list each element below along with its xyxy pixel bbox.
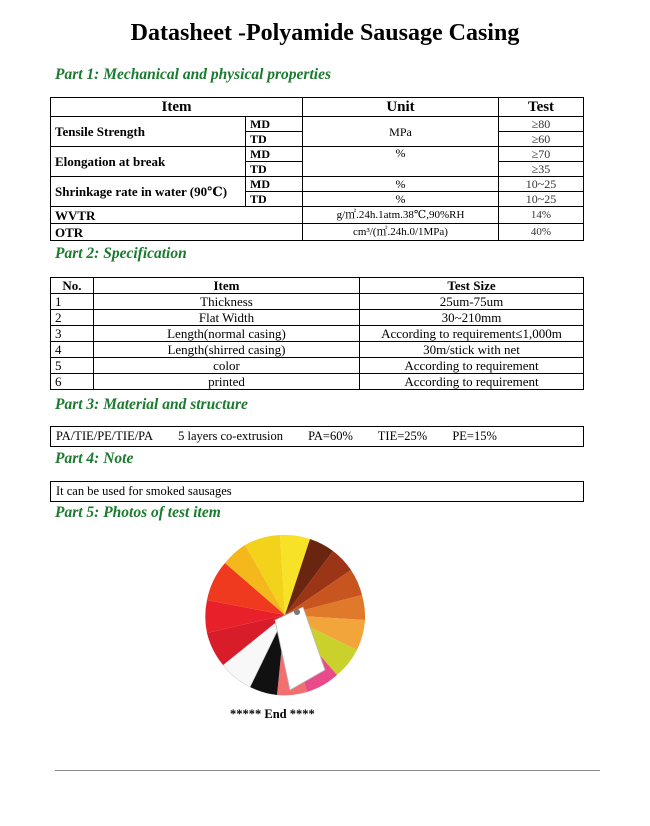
shrinkage-md-value: 10~25 <box>499 177 584 192</box>
table-row <box>51 358 584 374</box>
table-row <box>51 147 584 162</box>
row-item: color <box>94 358 360 374</box>
md-label: MD <box>246 177 303 192</box>
shrinkage-td-value: 10~25 <box>499 192 584 207</box>
otr-value: 40% <box>499 224 584 241</box>
page-title: Datasheet -Polyamide Sausage Casing <box>130 20 520 46</box>
otr-unit: cm³/(㎡.24h.0/1MPa) <box>303 224 499 241</box>
table-row <box>51 374 584 390</box>
tensile-unit: MPa <box>303 117 499 147</box>
tie-ratio: TIE=25% <box>377 429 428 443</box>
note-box <box>50 481 584 502</box>
pe-ratio: PE=15% <box>452 429 497 443</box>
row-number: 5 <box>51 358 94 374</box>
row-number: 4 <box>51 342 94 358</box>
part1-heading: Part 1: Mechanical and physical properties <box>55 66 331 83</box>
table-row <box>51 326 584 342</box>
table-row <box>51 224 584 241</box>
row-number: 2 <box>51 310 94 326</box>
row-item: Length(normal casing) <box>94 326 360 342</box>
mechanical-properties-table <box>50 97 584 241</box>
row-test-size: According to requirement≤1,000m <box>360 326 584 342</box>
otr-label: OTR <box>51 224 303 241</box>
elongation-label: Elongation at break <box>51 147 246 177</box>
row-test-size: 30~210mm <box>360 310 584 326</box>
elongation-unit: % <box>303 147 499 177</box>
md-label: MD <box>246 117 303 132</box>
td-label: TD <box>246 162 303 177</box>
td-label: TD <box>246 192 303 207</box>
header-item: Item <box>94 278 360 294</box>
specification-table <box>50 277 584 390</box>
row-number: 3 <box>51 326 94 342</box>
tensile-md-value: ≥80 <box>499 117 584 132</box>
row-test-size: 25um-75um <box>360 294 584 310</box>
table-row <box>51 310 584 326</box>
tensile-strength-label: Tensile Strength <box>51 117 246 147</box>
part3-heading: Part 3: Material and structure <box>55 396 248 413</box>
structure-text: PA/TIE/PE/TIE/PA <box>56 429 154 443</box>
casing-color-fan-photo <box>200 530 370 700</box>
material-structure-box <box>50 426 584 447</box>
header-no: No. <box>51 278 94 294</box>
wvtr-label: WVTR <box>51 207 303 224</box>
row-item: Length(shirred casing) <box>94 342 360 358</box>
table-row <box>51 294 584 310</box>
wvtr-value: 14% <box>499 207 584 224</box>
row-item: Flat Width <box>94 310 360 326</box>
header-test-size: Test Size <box>360 278 584 294</box>
part2-heading: Part 2: Specification <box>55 245 187 262</box>
elongation-td-value: ≥35 <box>499 162 584 177</box>
wvtr-unit: g/㎡.24h.1atm.38℃,90%RH <box>303 207 499 224</box>
shrinkage-label: Shrinkage rate in water (90℃) <box>51 177 246 207</box>
row-item: printed <box>94 374 360 390</box>
header-test: Test <box>499 98 584 117</box>
table-row <box>51 342 584 358</box>
header-item: Item <box>51 98 303 117</box>
pa-ratio: PA=60% <box>308 429 353 443</box>
note-text: It can be used for smoked sausages <box>56 484 232 498</box>
td-label: TD <box>246 132 303 147</box>
part4-heading: Part 4: Note <box>55 450 134 467</box>
row-number: 6 <box>51 374 94 390</box>
elongation-md-value: ≥70 <box>499 147 584 162</box>
row-test-size: According to requirement <box>360 374 584 390</box>
row-test-size: 30m/stick with net <box>360 342 584 358</box>
method-text: 5 layers co-extrusion <box>178 429 283 443</box>
row-test-size: According to requirement <box>360 358 584 374</box>
table-header-row <box>51 98 584 117</box>
tensile-td-value: ≥60 <box>499 132 584 147</box>
table-header-row <box>51 278 584 294</box>
row-item: Thickness <box>94 294 360 310</box>
header-unit: Unit <box>303 98 499 117</box>
table-row <box>51 177 584 192</box>
md-label: MD <box>246 147 303 162</box>
end-marker: ***** End **** <box>230 707 315 721</box>
row-number: 1 <box>51 294 94 310</box>
part5-heading: Part 5: Photos of test item <box>55 504 221 521</box>
table-row <box>51 117 584 132</box>
shrinkage-td-unit: % <box>303 192 499 207</box>
shrinkage-md-unit: % <box>303 177 499 192</box>
swatch-pin <box>294 609 300 615</box>
table-row <box>51 207 584 224</box>
footer-divider <box>55 770 600 771</box>
